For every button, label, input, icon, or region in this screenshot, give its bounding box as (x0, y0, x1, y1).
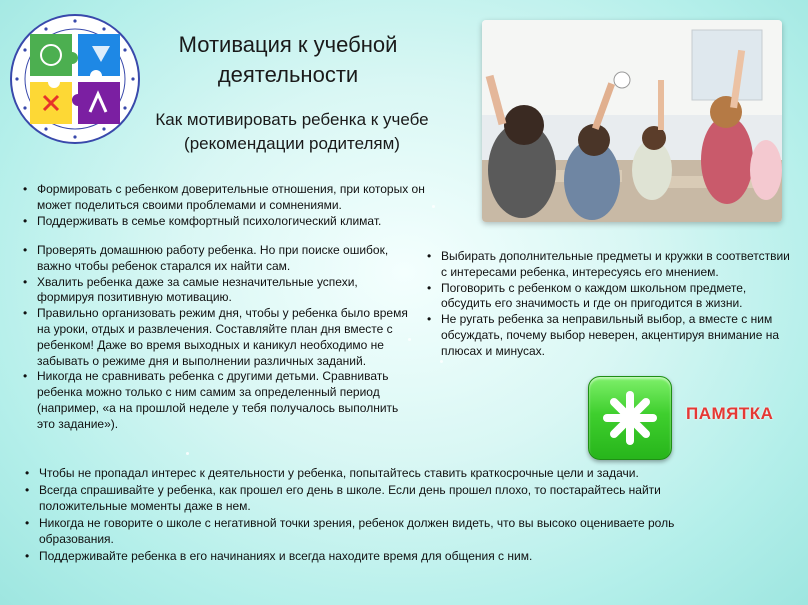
list-item: • Правильно организовать режим дня, чтобы у ребенка было время на уроки, отдых и развлечения. Составляйте план дня вместе с ребенком! Даже во время выходных и каникул необходимо не забывать о режиме дня и выполнении различных заданий. (20, 306, 410, 369)
list-item: • Выбирать дополнительные предметы и кружки в соответствии с интересами ребенка, интересуясь его мнением. (424, 249, 799, 281)
classroom-photo-icon (482, 20, 782, 222)
recommendations-list-right (424, 249, 799, 360)
recommendations-list-middle (20, 243, 410, 433)
memo-label: ПАМЯТКА (686, 404, 774, 423)
memo-badge (588, 376, 672, 460)
page-title: Мотивация к учебной деятельности (178, 32, 398, 87)
recommendations-list-bottom (22, 466, 742, 567)
list-item: • Никогда не сравнивать ребенка с другими детьми. Сравнивать ребенка можно только с ним самим за определенный период (например, «а на прошлой неделе у тебя получалось выполнить это задание»). (20, 369, 410, 432)
list-item: • Поддерживать в семье комфортный психологический климат. (20, 214, 440, 230)
list-item: • Никогда не говорите о школе с негативной точки зрения, ребенок должен видеть, что вы высоко оцениваете роль образования. (22, 516, 742, 548)
sparkle (186, 452, 189, 455)
list-item: • Чтобы не пропадал интерес к деятельности у ребенка, попытайтесь ставить краткосрочные цели и задачи. (22, 466, 742, 482)
page-subtitle: Как мотивировать ребенка к учебе (рекомендации родителям) (155, 110, 429, 153)
list-item: • Не ругать ребенка за неправильный выбор, а вместе с ним обсуждать, почему выбор неверен, акцентируя внимание на плюсах и минусах. (424, 312, 799, 359)
recommendations-list-top (20, 182, 440, 229)
school-emblem-icon (8, 12, 142, 146)
list-item: • Хвалить ребенка даже за самые незначительные успехи, формируя позитивную мотивацию. (20, 275, 410, 307)
list-item: • Поддерживайте ребенка в его начинаниях и всегда находите время для общения с ним. (22, 549, 742, 565)
asterisk-icon (589, 377, 671, 459)
list-item: • Формировать с ребенком доверительные отношения, при которых он может поделиться своими проблемами и сомнениями. (20, 182, 440, 214)
list-item: • Проверять домашнюю работу ребенка. Но при поиске ошибок, важно чтобы ребенок старался их найти сам. (20, 243, 410, 275)
list-item: • Всегда спрашивайте у ребенка, как прошел его день в школе. Если день прошел плохо, то постарайтесь найти положительные моменты даже в нем. (22, 483, 742, 515)
list-item: • Поговорить с ребенком о каждом школьном предмете, обсудить его значимость и где он пригодится в жизни. (424, 281, 799, 313)
sparkle (440, 360, 443, 363)
